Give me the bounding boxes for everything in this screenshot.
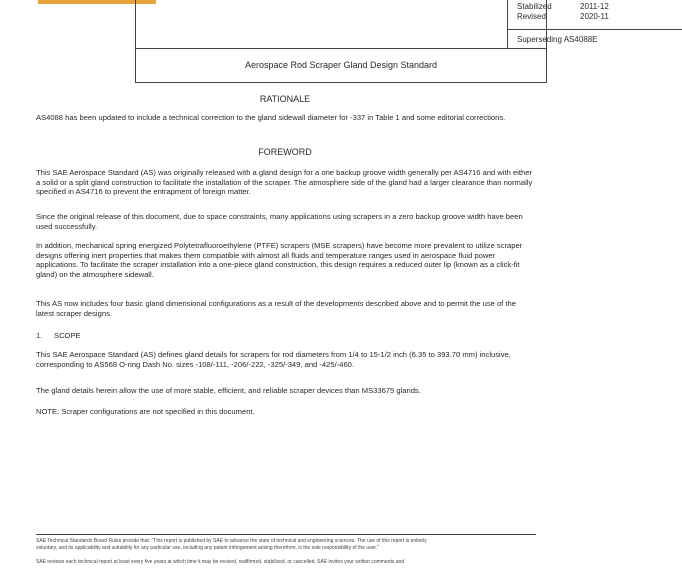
scope-number: 1. bbox=[36, 331, 43, 340]
scope-paragraph: The gland details herein allow the use of more stable, efficient, and reliable scraper devices than MS33675 glands. bbox=[36, 386, 421, 395]
revised-label: Revised bbox=[517, 12, 546, 21]
superseding-row bbox=[508, 29, 682, 49]
document-title: Aerospace Rod Scraper Gland Design Standard bbox=[244, 60, 438, 70]
footer-line: voluntary, and its applicability and suitability for any particular use, including any patent infringement arising therefrom, is the sole responsibility of the user." bbox=[36, 545, 379, 551]
stabilized-row bbox=[517, 2, 609, 11]
footer-line: SAE Technical Standards Board Rules provide that: "This report is published by SAE to advance the state of technical and engineering sciences. The use of this report is entirely bbox=[36, 538, 427, 544]
scope-paragraph: This SAE Aerospace Standard (AS) defines gland details for scrapers for rod diameters from 1/4 to 15-1/2 inch (6.35 to 393.70 mm) inclusive, corresponding to AS568 O-ring Dash No. sizes -108/-111, -206/-222, -325/-349, and -425/-460. bbox=[36, 350, 511, 369]
scope-note: NOTE: Scraper configurations are not specified in this document. bbox=[36, 407, 255, 416]
footer-line: SAE reviews each technical report at least every five years at which time it may be revised, reaffirmed, stabilized, or cancelled. SAE invites your written comments and bbox=[36, 559, 405, 565]
foreword-paragraph: Since the original release of this document, due to space constraints, many applications using scrapers in a zero backup groove width have been used successfully. bbox=[36, 212, 523, 231]
foreword-paragraph: In addition, mechanical spring energized Polytetrafluoroethylene (PTFE) scrapers (MSE scrapers) have become more prevalent to utilize scraper designs offering inert properties that makes them compatible with almost all fluids and temperature ranges used in aerospace fluid power applications. To facilitate the scraper installation into a one-piece gland construction, this design requires a reduced outer lip (known as a click-fit gland) on the atmosphere sidewall. bbox=[36, 241, 523, 279]
footer-divider bbox=[36, 534, 536, 535]
scope-heading bbox=[36, 331, 536, 341]
foreword-paragraph: This AS now includes four basic gland dimensional configurations as a result of the developments described above and to permit the use of the latest scraper designs. bbox=[36, 299, 516, 318]
revised-row bbox=[517, 12, 609, 21]
rationale-heading: RATIONALE bbox=[259, 94, 311, 104]
superseding-text: Superseding AS4088E bbox=[517, 35, 598, 44]
scope-title: SCOPE bbox=[54, 331, 81, 340]
foreword-paragraph: This SAE Aerospace Standard (AS) was originally released with a gland design for a one backup groove width generally per AS4716 and with either a solid or a split gland construction to facilitate the installation of the scraper. The atmosphere side of the gland had a larger clearance than normally specified in AS4716 to prevent the entrapment of foreign matter. bbox=[36, 168, 533, 197]
rationale-text: AS4088 has been updated to include a technical correction to the gland sidewall diameter for -337 in Table 1 and some editorial corrections. bbox=[36, 113, 506, 122]
stabilized-label: Stabilized bbox=[517, 2, 552, 11]
revised-date: 2020-11 bbox=[580, 12, 609, 21]
foreword-heading: FOREWORD bbox=[258, 147, 312, 157]
stabilized-date: 2011-12 bbox=[580, 2, 609, 11]
document-status-block bbox=[507, 0, 682, 48]
document-header bbox=[135, 0, 609, 83]
document-title-row bbox=[136, 48, 546, 83]
